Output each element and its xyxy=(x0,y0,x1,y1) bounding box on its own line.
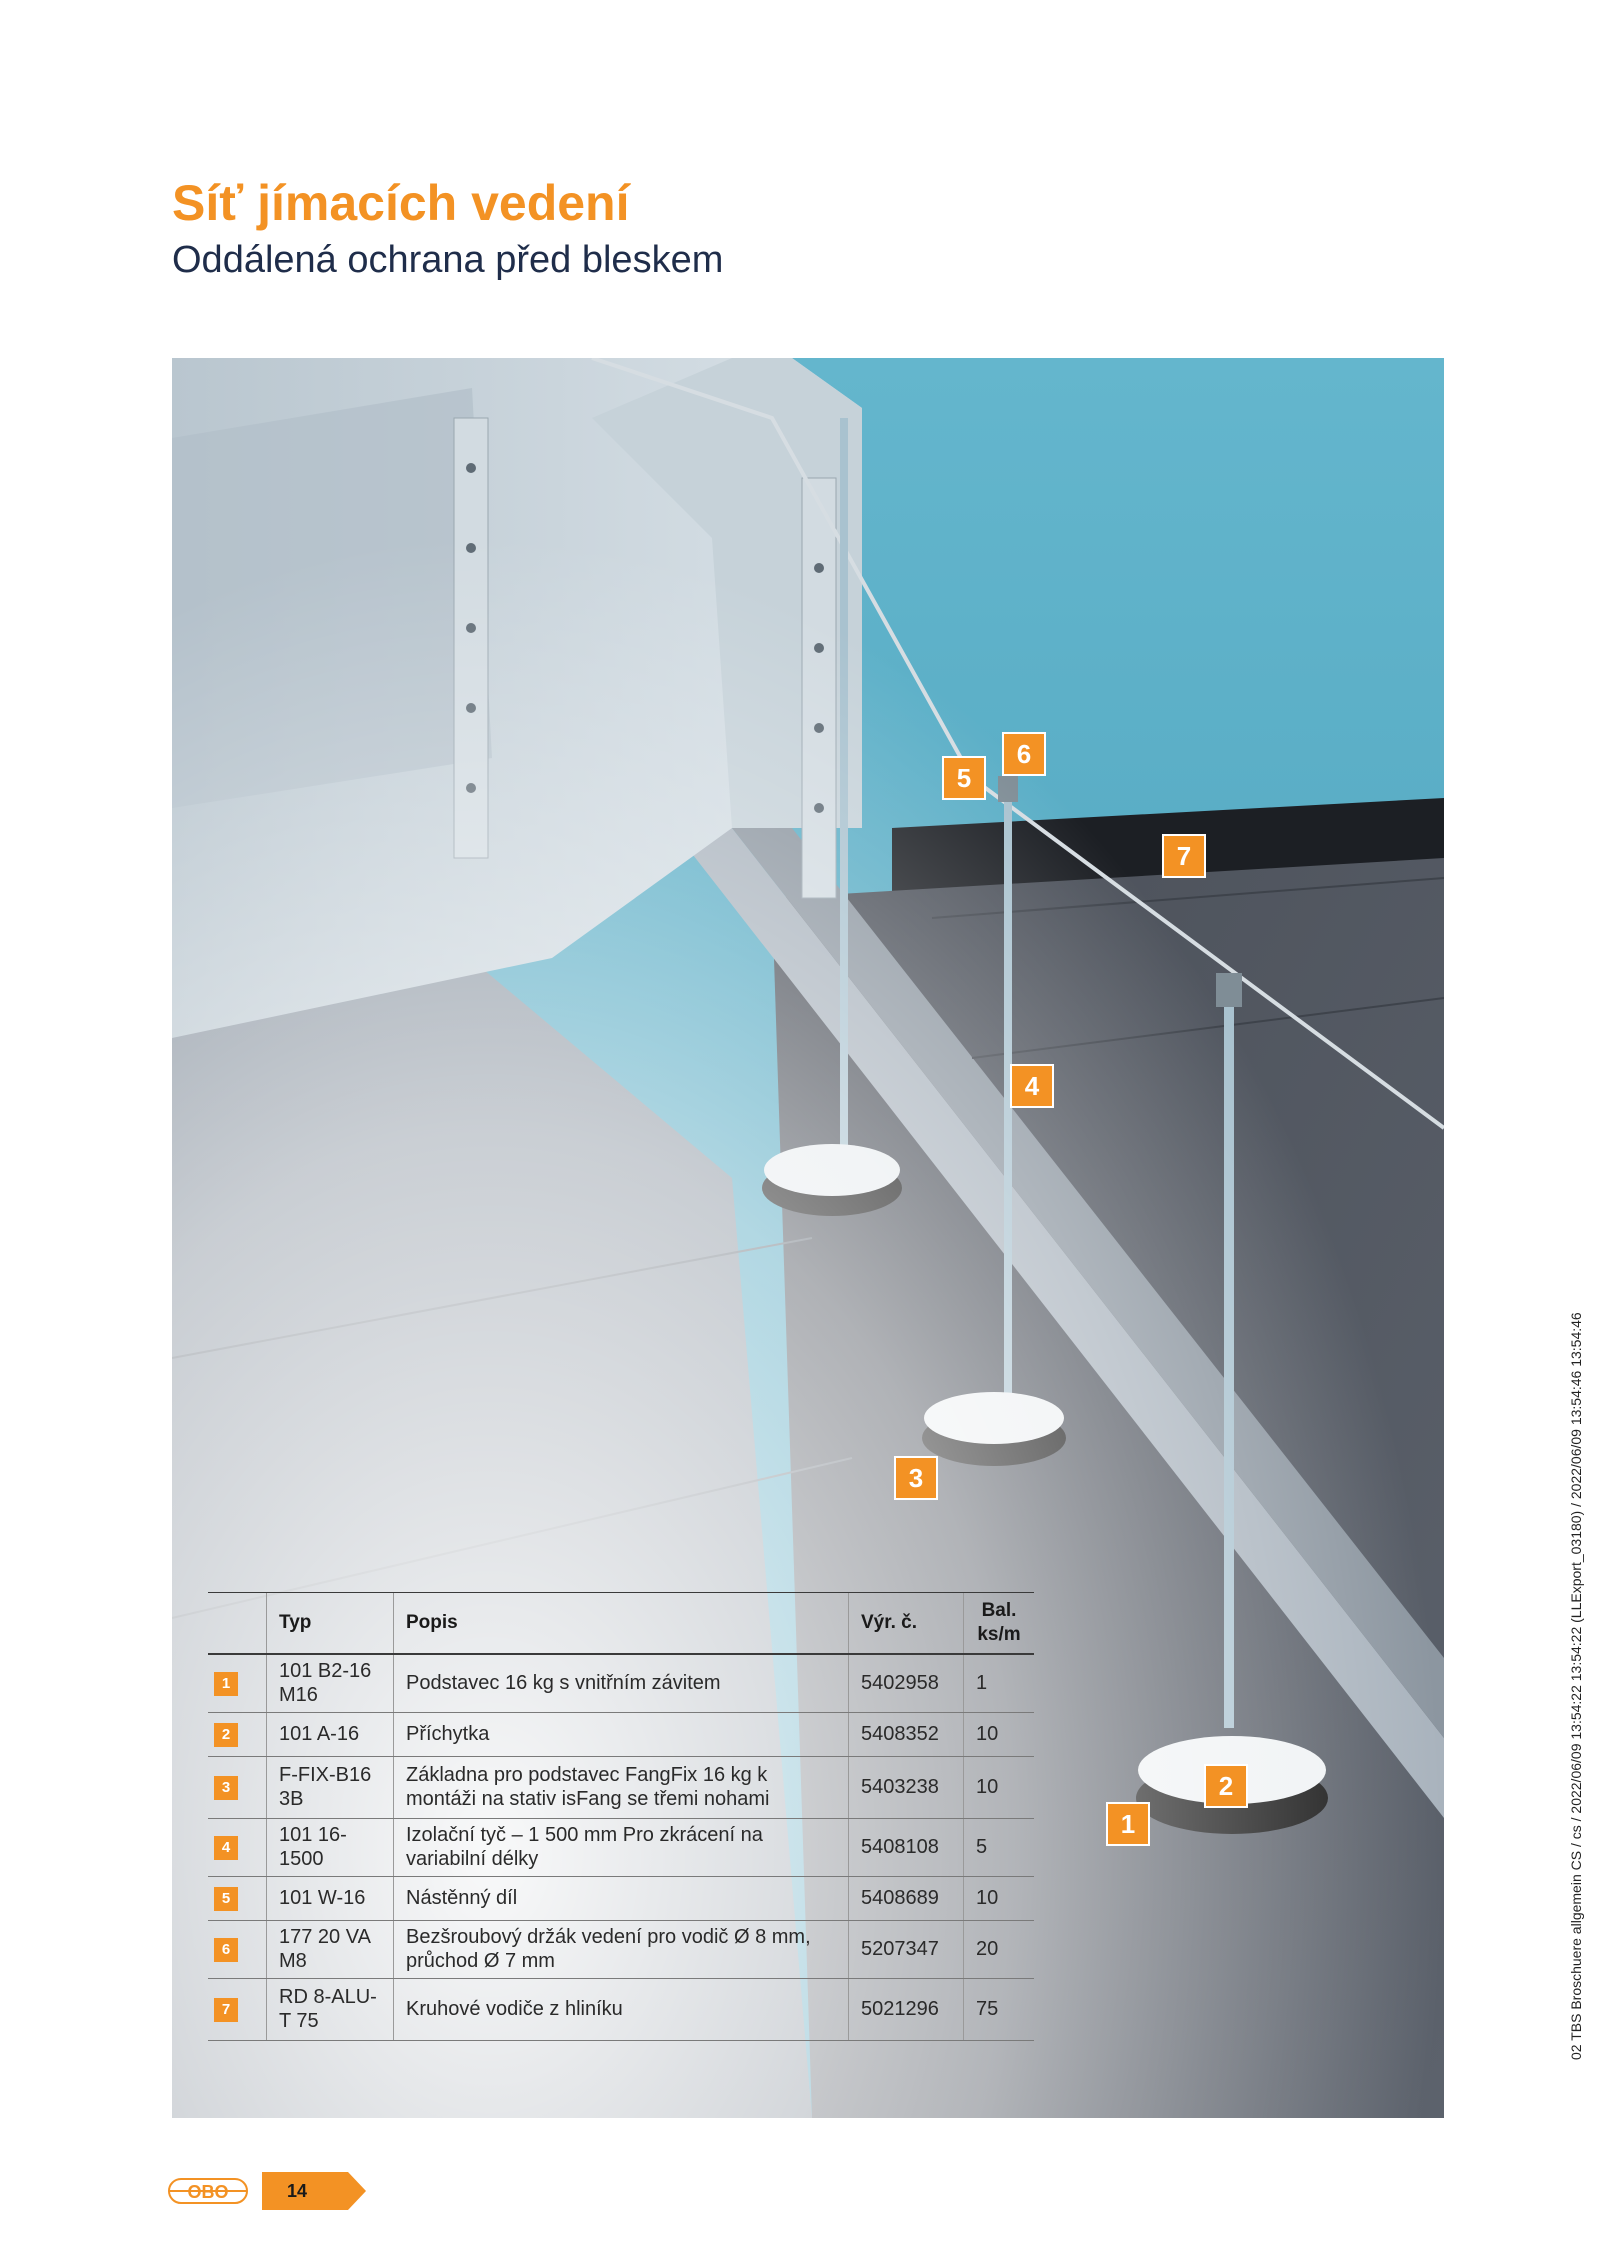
cell-popis: Příchytka xyxy=(394,1712,849,1756)
table-row xyxy=(208,1978,1034,2040)
cell-bal: 5 xyxy=(964,1818,1035,1876)
page-title: Síť jímacích vedení xyxy=(172,175,630,231)
row-index xyxy=(208,1654,267,1712)
table-row xyxy=(208,1920,1034,1978)
cell-typ: RD 8-ALU-T 75 xyxy=(267,1978,394,2040)
col-bal-header-line1: Bal. xyxy=(981,1600,1017,1622)
cell-typ: 101 B2-16 M16 xyxy=(267,1654,394,1712)
row-index xyxy=(208,1756,267,1818)
table-row xyxy=(208,1876,1034,1920)
row-number-badge: 7 xyxy=(214,1998,238,2022)
row-number-badge: 3 xyxy=(214,1776,238,1800)
row-number-badge: 4 xyxy=(214,1836,238,1860)
cell-typ: 177 20 VA M8 xyxy=(267,1920,394,1978)
callout-1: 1 xyxy=(1106,1802,1150,1846)
table-header-row xyxy=(208,1593,1034,1655)
col-bal-header xyxy=(964,1593,1035,1655)
cell-popis: Izolační tyč – 1 500 mm Pro zkrácení na variabilní délky xyxy=(394,1818,849,1876)
row-number-badge: 1 xyxy=(214,1672,238,1696)
row-index xyxy=(208,1712,267,1756)
print-metadata: 02 TBS Broschuere allgemein CS / cs / 2022/06/09 13:54:22 13:54:22 (LLExport_03180) / 2022/06/09 13:54:46 13:54:46 xyxy=(1568,1312,1584,2060)
callout-2: 2 xyxy=(1204,1764,1248,1808)
cell-vyr: 5402958 xyxy=(849,1654,964,1712)
table-row xyxy=(208,1712,1034,1756)
cell-bal: 1 xyxy=(964,1654,1035,1712)
cell-bal: 20 xyxy=(964,1920,1035,1978)
obo-logo xyxy=(168,2178,248,2204)
cell-vyr: 5021296 xyxy=(849,1978,964,2040)
table-row xyxy=(208,1654,1034,1712)
row-index xyxy=(208,1818,267,1876)
col-vyr-header: Výr. č. xyxy=(849,1593,964,1655)
col-index-header xyxy=(208,1593,267,1655)
cell-bal: 75 xyxy=(964,1978,1035,2040)
callout-5: 5 xyxy=(942,756,986,800)
cell-vyr: 5408689 xyxy=(849,1876,964,1920)
cell-popis: Základna pro podstavec FangFix 16 kg k montáži na stativ isFang se třemi nohami xyxy=(394,1756,849,1818)
cell-popis: Nástěnný díl xyxy=(394,1876,849,1920)
row-index xyxy=(208,1920,267,1978)
cell-vyr: 5403238 xyxy=(849,1756,964,1818)
cell-vyr: 5408108 xyxy=(849,1818,964,1876)
col-typ-header: Typ xyxy=(267,1593,394,1655)
col-popis-header: Popis xyxy=(394,1593,849,1655)
cell-vyr: 5408352 xyxy=(849,1712,964,1756)
row-number-badge: 2 xyxy=(214,1723,238,1747)
row-index xyxy=(208,1876,267,1920)
row-index xyxy=(208,1978,267,2040)
cell-typ: F-FIX-B16 3B xyxy=(267,1756,394,1818)
page-number: 14 xyxy=(286,2180,308,2201)
cell-bal: 10 xyxy=(964,1712,1035,1756)
obo-logo-text: OBO xyxy=(187,2182,229,2202)
cell-popis: Kruhové vodiče z hliníku xyxy=(394,1978,849,2040)
cell-typ: 101 W-16 xyxy=(267,1876,394,1920)
cell-typ: 101 A-16 xyxy=(267,1712,394,1756)
callout-7: 7 xyxy=(1162,834,1206,878)
cell-bal: 10 xyxy=(964,1876,1035,1920)
col-bal-header-line2: ks/m xyxy=(977,1624,1021,1645)
callout-4: 4 xyxy=(1010,1064,1054,1108)
cell-popis: Podstavec 16 kg s vnitřním závitem xyxy=(394,1654,849,1712)
cell-vyr: 5207347 xyxy=(849,1920,964,1978)
cell-popis: Bezšroubový držák vedení pro vodič Ø 8 mm, průchod Ø 7 mm xyxy=(394,1920,849,1978)
product-table xyxy=(208,1592,1034,2041)
table-row xyxy=(208,1756,1034,1818)
page-subtitle: Oddálená ochrana před bleskem xyxy=(172,239,724,281)
callout-6: 6 xyxy=(1002,732,1046,776)
table-row xyxy=(208,1818,1034,1876)
row-number-badge: 5 xyxy=(214,1887,238,1911)
callout-3: 3 xyxy=(894,1456,938,1500)
cell-typ: 101 16-1500 xyxy=(267,1818,394,1876)
cell-bal: 10 xyxy=(964,1756,1035,1818)
product-table-grid xyxy=(208,1592,1034,2041)
row-number-badge: 6 xyxy=(214,1938,238,1962)
